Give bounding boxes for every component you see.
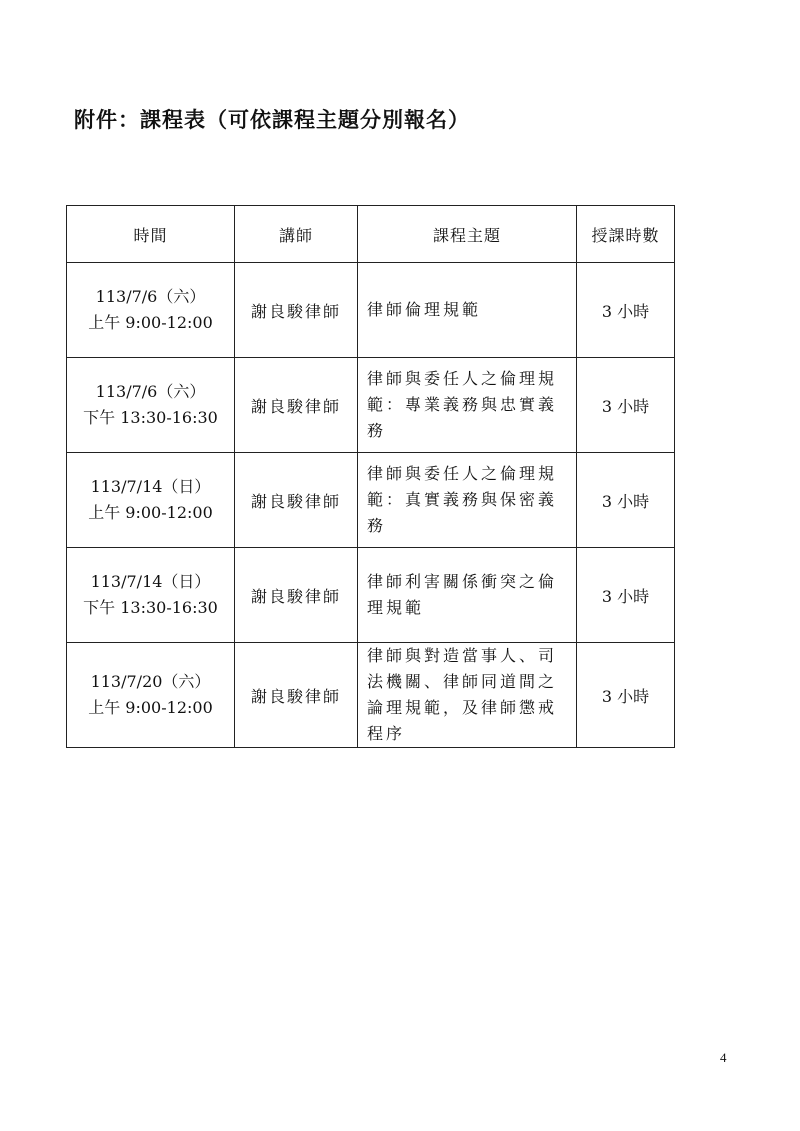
time-cell <box>67 548 235 643</box>
time-cell <box>67 453 235 548</box>
topic-cell: 律師與委任人之倫理規範：真實義務與保密義務 <box>358 453 577 548</box>
page-number: 4 <box>720 1050 727 1065</box>
time-cell <box>67 643 235 748</box>
time-cell <box>67 358 235 453</box>
session-time: 下午 13:30-16:30 <box>83 408 218 427</box>
document-title: 附件：課程表（可依課程主題分別報名） <box>74 108 470 132</box>
table-row <box>67 548 675 643</box>
hours-cell: 3 小時 <box>577 548 675 643</box>
hours-cell: 3 小時 <box>577 643 675 748</box>
table-header-row <box>67 206 675 263</box>
table-row <box>67 453 675 548</box>
lecturer-cell: 謝良駿律師 <box>235 453 358 548</box>
session-date: 113/7/6（六） <box>95 287 206 306</box>
header-topic: 課程主題 <box>358 206 577 263</box>
topic-cell: 律師與委任人之倫理規範：專業義務與忠實義務 <box>358 358 577 453</box>
topic-cell: 律師利害關係衝突之倫理規範 <box>358 548 577 643</box>
header-hours: 授課時數 <box>577 206 675 263</box>
session-time: 上午 9:00-12:00 <box>88 313 213 332</box>
session-date: 113/7/14（日） <box>90 477 211 496</box>
session-time: 下午 13:30-16:30 <box>83 598 218 617</box>
time-cell <box>67 263 235 358</box>
hours-cell: 3 小時 <box>577 263 675 358</box>
session-date: 113/7/20（六） <box>90 672 211 691</box>
session-date: 113/7/6（六） <box>95 382 206 401</box>
session-time: 上午 9:00-12:00 <box>88 503 213 522</box>
topic-cell: 律師倫理規範 <box>358 263 577 358</box>
table-row <box>67 263 675 358</box>
lecturer-cell: 謝良駿律師 <box>235 548 358 643</box>
hours-cell: 3 小時 <box>577 358 675 453</box>
topic-cell: 律師與對造當事人、司法機關、律師同道間之論理規範，及律師懲戒程序 <box>358 643 577 748</box>
lecturer-cell: 謝良駿律師 <box>235 263 358 358</box>
table-row <box>67 643 675 748</box>
course-schedule-table <box>66 205 675 748</box>
lecturer-cell: 謝良駿律師 <box>235 643 358 748</box>
table-row <box>67 358 675 453</box>
header-time: 時間 <box>67 206 235 263</box>
session-time: 上午 9:00-12:00 <box>88 698 213 717</box>
header-lecturer: 講師 <box>235 206 358 263</box>
hours-cell: 3 小時 <box>577 453 675 548</box>
lecturer-cell: 謝良駿律師 <box>235 358 358 453</box>
session-date: 113/7/14（日） <box>90 572 211 591</box>
